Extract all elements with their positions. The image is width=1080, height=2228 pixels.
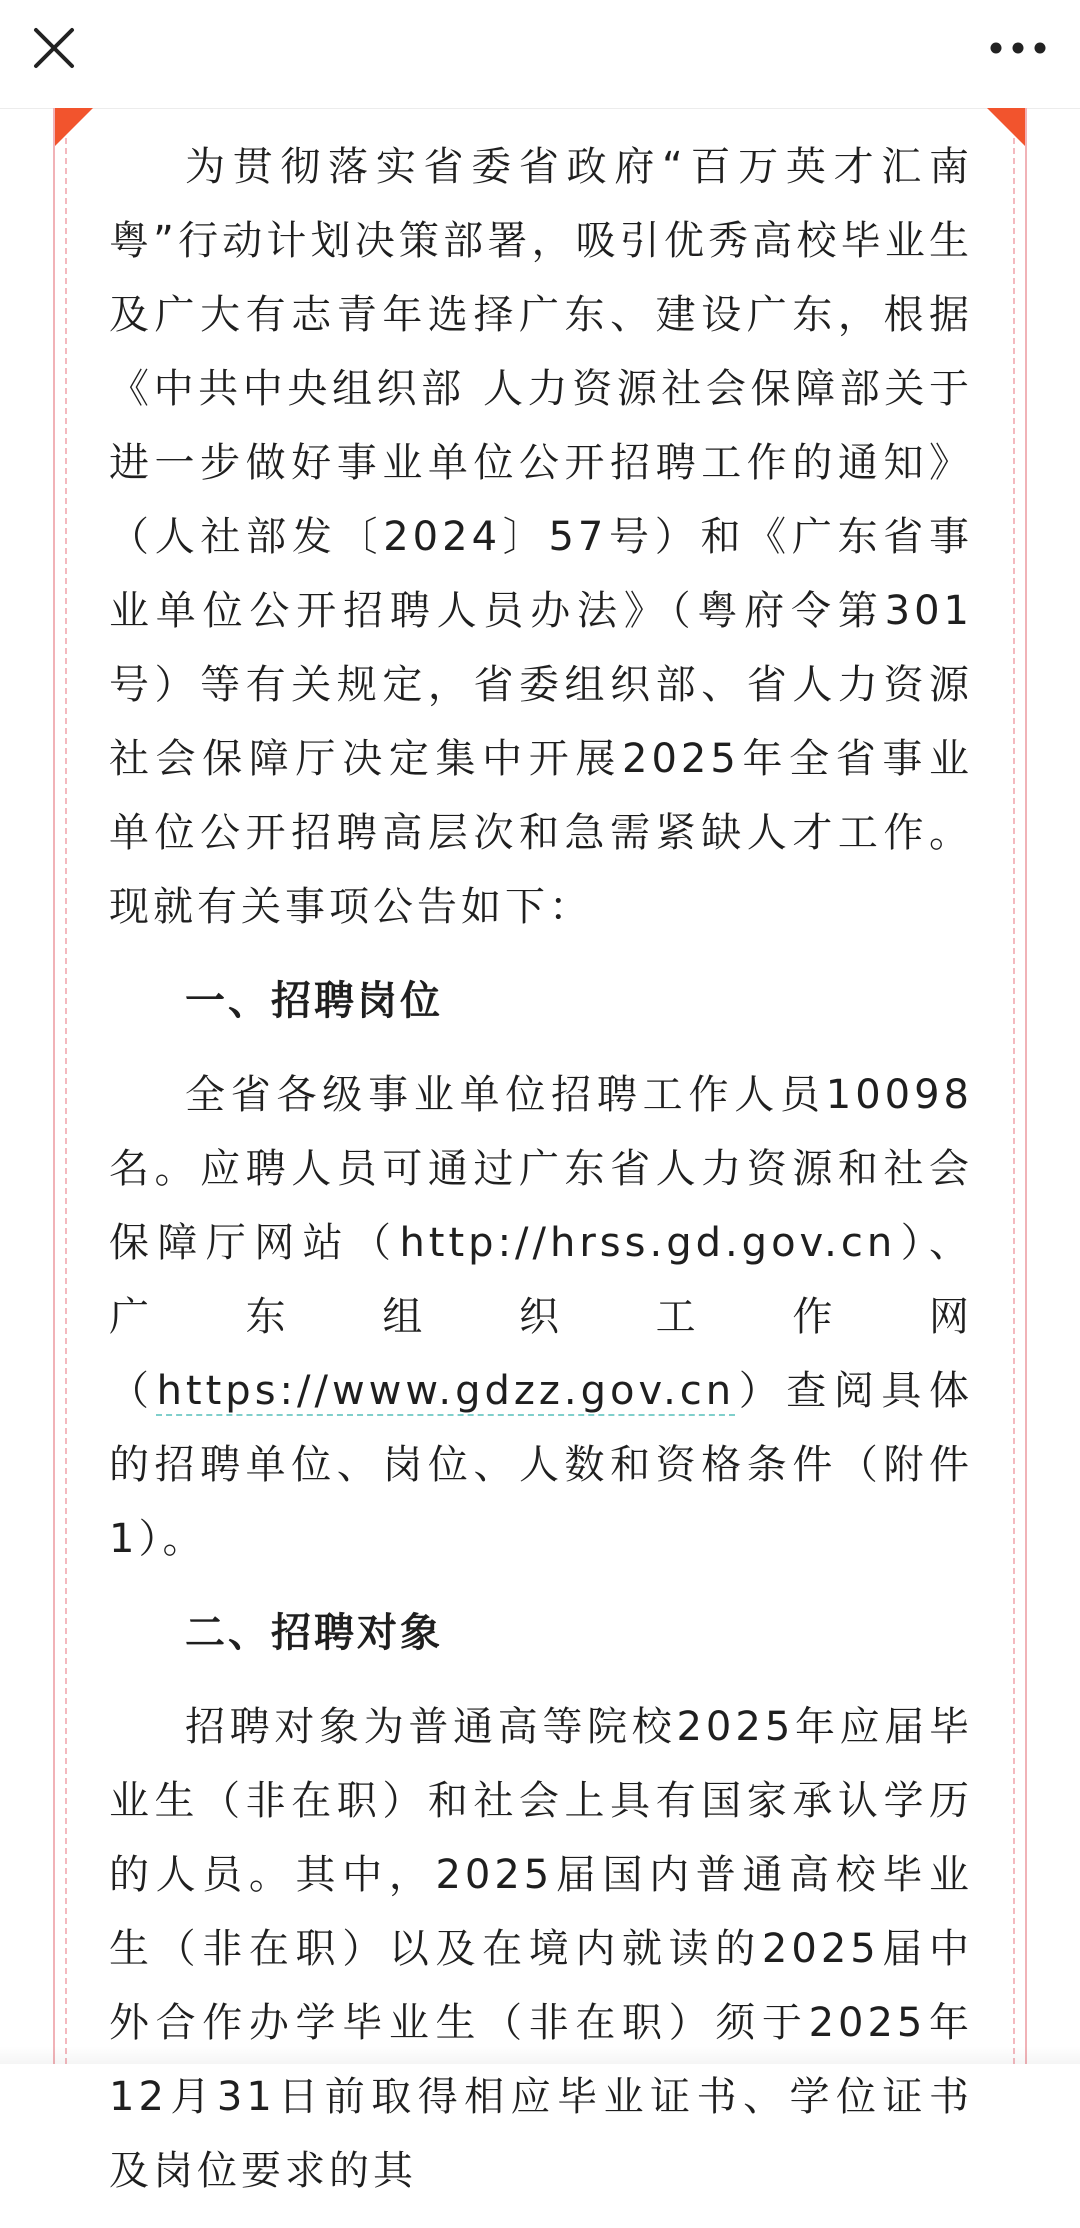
- frame-dashed-line-left: [65, 108, 67, 2064]
- corner-triangle-right: [987, 108, 1025, 146]
- bottom-edge-shadow: [0, 2046, 1080, 2064]
- positions-text-before-link: 全省各级事业单位招聘工作人员10098名。应聘人员可通过广东省人力资源和社会保障厅网站（http://hrss.gd.gov.cn）、广东组织工作网（: [109, 1072, 973, 1414]
- gdzz-link[interactable]: https://www.gdzz.gov.cn: [157, 1368, 736, 1414]
- targets-paragraph: 招聘对象为普通高等院校2025年应届毕业生（非在职）和社会上具有国家承认学历的人员。其中，2025届国内普通高校毕业生（非在职）以及在境内就读的2025届中外合作办学毕业生（非在职）须于2025年12月31日前取得相应毕业证书、学位证书及岗位要求的其: [109, 1690, 973, 2208]
- section-heading-positions: 一、招聘岗位: [109, 964, 973, 1038]
- intro-paragraph: 为贯彻落实省委省政府“百万英才汇南粤”行动计划决策部署，吸引优秀高校毕业生及广大有志青年选择广东、建设广东，根据《中共中央组织部 人力资源社会保障部关于进一步做好事业单位公开招聘工作的通知》（人社部发〔2024〕57号）和《广东省事业单位公开招聘人员办法》（粤府令第301号）等有关规定，省委组织部、省人力资源社会保障厅决定集中开展2025年全省事业单位公开招聘高层次和急需紧缺人才工作。现就有关事项公告如下：: [109, 130, 973, 944]
- top-toolbar: [0, 0, 1080, 109]
- positions-text-after-link: ）查阅具体的招聘单位、岗位、人数和资格条件（附件1）。: [109, 1368, 973, 1562]
- more-icon: [978, 16, 1058, 80]
- positions-paragraph: [109, 1058, 973, 1576]
- section-heading-targets: 二、招聘对象: [109, 1596, 973, 1670]
- close-button[interactable]: [22, 16, 86, 80]
- frame-dashed-line-right: [1013, 108, 1015, 2064]
- article-content: [109, 130, 973, 2228]
- close-icon: [22, 16, 86, 80]
- corner-triangle-left: [55, 108, 93, 146]
- more-options-button[interactable]: [978, 16, 1058, 80]
